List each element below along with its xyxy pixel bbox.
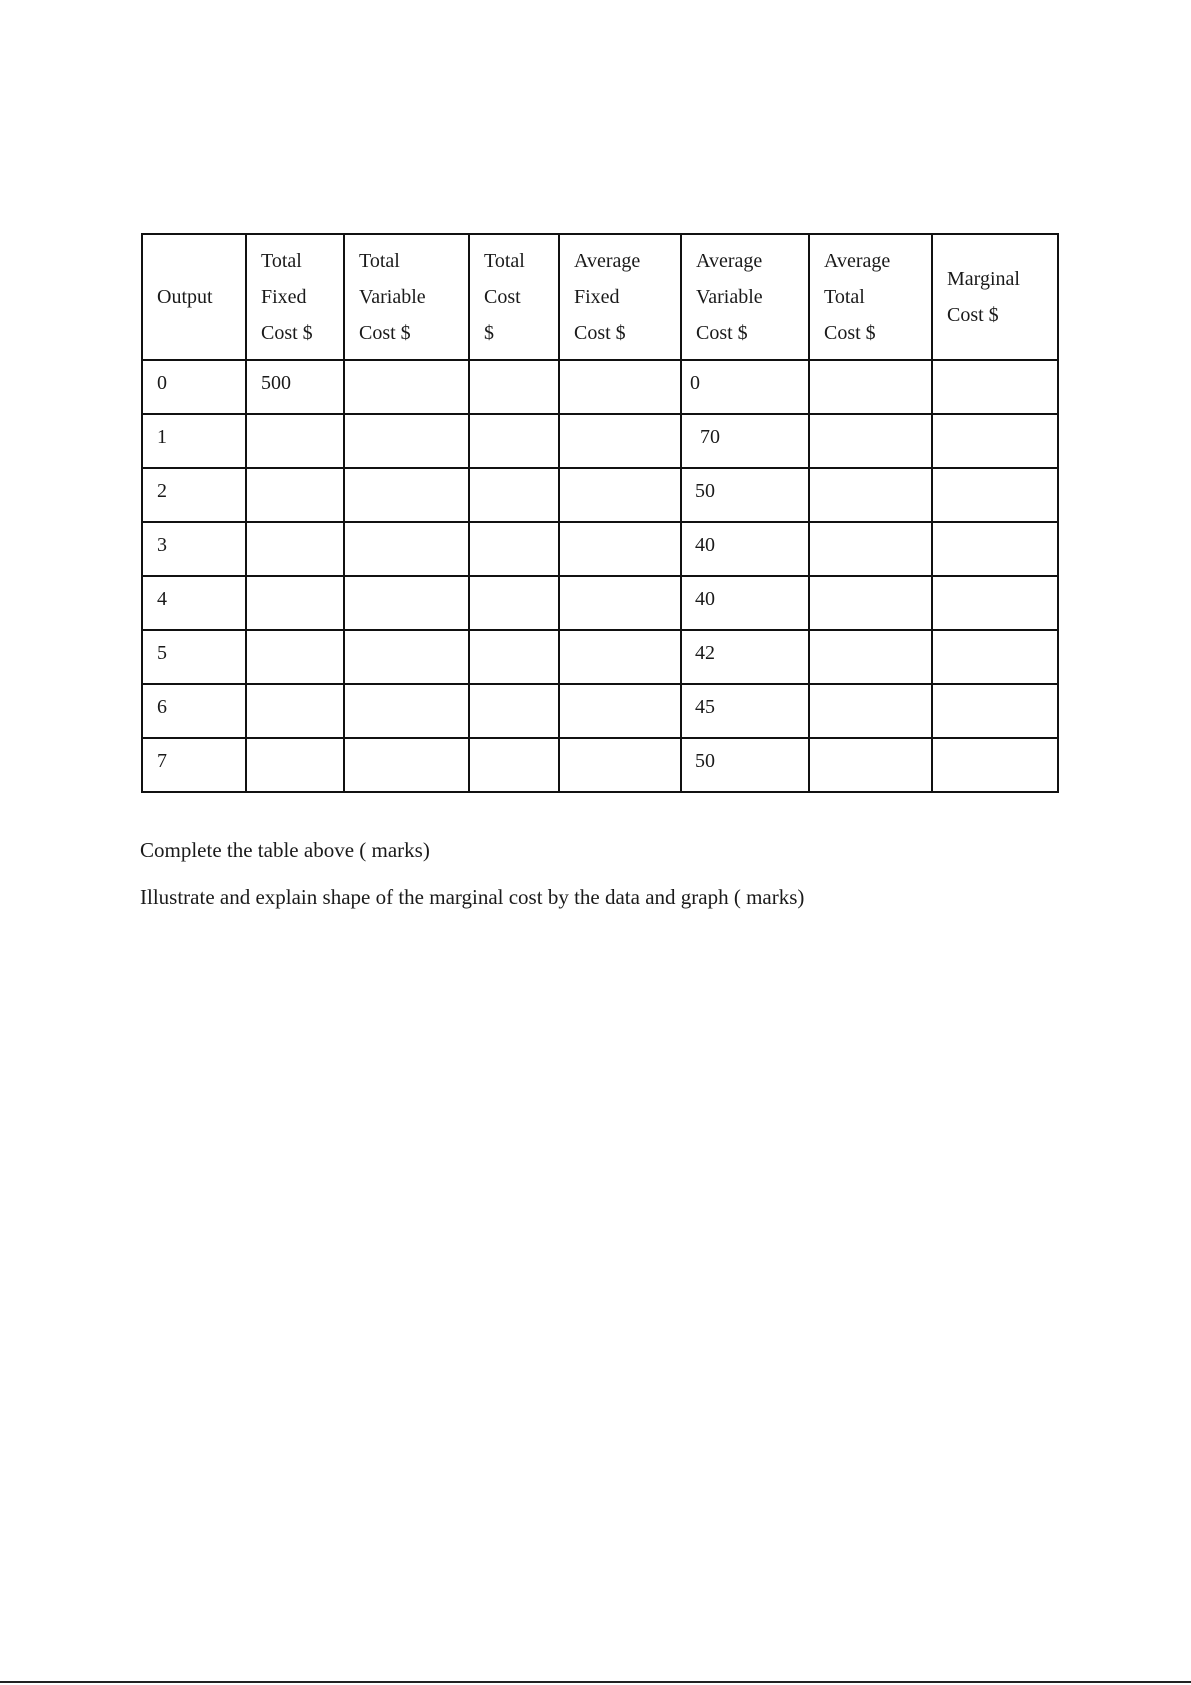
cell-total-cost [469, 468, 559, 522]
cell-total-variable-cost [344, 360, 469, 414]
cell-total-cost [469, 576, 559, 630]
cell-value [810, 631, 931, 665]
cell-total-cost [469, 522, 559, 576]
cell-output [142, 468, 246, 522]
cell-value: 40 [695, 588, 715, 610]
cell-value [933, 685, 1057, 719]
table-row [142, 414, 1058, 468]
cell-value [933, 415, 1057, 449]
cell-output [142, 360, 246, 414]
cell-value: 45 [695, 696, 715, 718]
cell-value [560, 361, 680, 395]
cell-average-total-cost [809, 576, 932, 630]
cell-value: 50 [695, 480, 715, 502]
cell-average-total-cost [809, 360, 932, 414]
cell-value: 6 [157, 696, 167, 718]
header-marginal-cost [932, 234, 1058, 360]
cell-average-total-cost [809, 468, 932, 522]
header-output [142, 234, 246, 360]
cell-average-total-cost [809, 522, 932, 576]
cell-value [810, 685, 931, 719]
header-line: Average [696, 250, 763, 272]
cell-average-fixed-cost [559, 414, 681, 468]
cell-marginal-cost [932, 684, 1058, 738]
cell-value [247, 415, 343, 449]
header-total-cost [469, 234, 559, 360]
cell-average-variable-cost [681, 576, 809, 630]
header-line: Total [824, 286, 865, 308]
cell-total-fixed-cost [246, 684, 344, 738]
cell-value [247, 523, 343, 557]
cell-value [560, 523, 680, 557]
cell-total-variable-cost [344, 468, 469, 522]
cell-value [933, 523, 1057, 557]
cell-value: 2 [157, 480, 167, 502]
instruction-illustrate-marginal-cost: Illustrate and explain shape of the marginal cost by the data and graph ( marks) [140, 885, 805, 909]
cell-total-variable-cost [344, 630, 469, 684]
table-row [142, 522, 1058, 576]
cell-marginal-cost [932, 576, 1058, 630]
cell-total-fixed-cost [246, 414, 344, 468]
page-bottom-rule [0, 1681, 1191, 1683]
cell-average-total-cost [809, 738, 932, 792]
cell-average-total-cost [809, 630, 932, 684]
cell-total-variable-cost [344, 684, 469, 738]
cell-value: 50 [695, 750, 715, 772]
cell-value: 0 [157, 372, 167, 394]
cell-marginal-cost [932, 414, 1058, 468]
header-row [142, 234, 1058, 360]
cell-value [345, 415, 468, 449]
header-line: Cost $ [261, 322, 313, 344]
cell-value [345, 631, 468, 665]
cell-total-variable-cost [344, 522, 469, 576]
cell-total-fixed-cost [246, 630, 344, 684]
cell-average-variable-cost [681, 360, 809, 414]
cell-value [470, 631, 558, 665]
header-line: Cost $ [574, 322, 626, 344]
cell-value [560, 631, 680, 665]
cell-marginal-cost [932, 522, 1058, 576]
header-average-fixed-cost [559, 234, 681, 360]
cell-output [142, 684, 246, 738]
cell-value: 500 [261, 372, 291, 394]
header-average-total-cost [809, 234, 932, 360]
cell-value [345, 685, 468, 719]
cell-total-fixed-cost [246, 738, 344, 792]
cell-average-variable-cost [681, 684, 809, 738]
header-output-label: Output [157, 286, 213, 308]
header-line: Total [484, 250, 525, 272]
cell-output [142, 630, 246, 684]
cell-output [142, 576, 246, 630]
table-row [142, 684, 1058, 738]
cell-marginal-cost [932, 360, 1058, 414]
cell-value: 40 [695, 534, 715, 556]
cell-value: 70 [695, 426, 720, 448]
header-total-fixed-cost [246, 234, 344, 360]
cell-output [142, 414, 246, 468]
cell-total-cost [469, 360, 559, 414]
cell-value: 1 [157, 426, 167, 448]
cell-value [345, 577, 468, 611]
cell-value [247, 739, 343, 773]
cell-value: 7 [157, 750, 167, 772]
cell-value [933, 739, 1057, 773]
cell-average-total-cost [809, 414, 932, 468]
cell-value [810, 523, 931, 557]
cell-average-variable-cost [681, 468, 809, 522]
cell-value [810, 361, 931, 395]
cell-value: 3 [157, 534, 167, 556]
cell-value [345, 469, 468, 503]
cell-total-fixed-cost [246, 360, 344, 414]
cell-value [470, 685, 558, 719]
header-line: Fixed [574, 286, 620, 308]
header-line: Variable [359, 286, 426, 308]
cell-total-fixed-cost [246, 468, 344, 522]
cell-value [247, 631, 343, 665]
header-average-variable-cost [681, 234, 809, 360]
cell-value: 5 [157, 642, 167, 664]
cell-average-variable-cost [681, 522, 809, 576]
table-row [142, 576, 1058, 630]
cell-total-variable-cost [344, 738, 469, 792]
header-line: Cost [484, 286, 521, 308]
cell-value [933, 469, 1057, 503]
cell-value [560, 685, 680, 719]
cell-value [933, 577, 1057, 611]
cell-average-variable-cost [681, 738, 809, 792]
cell-average-fixed-cost [559, 576, 681, 630]
table-row [142, 360, 1058, 414]
cell-value [810, 469, 931, 503]
cell-value [345, 523, 468, 557]
cell-value [345, 361, 468, 395]
cell-value [933, 361, 1057, 395]
cell-average-fixed-cost [559, 738, 681, 792]
cell-total-cost [469, 684, 559, 738]
cell-average-fixed-cost [559, 522, 681, 576]
cell-value [247, 685, 343, 719]
cell-average-fixed-cost [559, 360, 681, 414]
header-line: $ [484, 322, 494, 344]
header-line: Cost $ [696, 322, 748, 344]
cell-value [247, 577, 343, 611]
header-line: Total [261, 250, 302, 272]
header-line: Cost $ [824, 322, 876, 344]
cell-value [470, 361, 558, 395]
cell-value [810, 739, 931, 773]
header-line: Total [359, 250, 400, 272]
cell-value [470, 739, 558, 773]
header-total-variable-cost [344, 234, 469, 360]
cell-value [345, 739, 468, 773]
cell-output [142, 738, 246, 792]
cell-value [810, 577, 931, 611]
cell-value [810, 415, 931, 449]
header-line: Variable [696, 286, 763, 308]
cell-value [247, 469, 343, 503]
header-line: Marginal [947, 268, 1020, 290]
cell-average-fixed-cost [559, 468, 681, 522]
cell-total-fixed-cost [246, 576, 344, 630]
cell-value [560, 469, 680, 503]
header-line: Average [824, 250, 891, 272]
cell-average-variable-cost [681, 414, 809, 468]
header-line: Average [574, 250, 641, 272]
cell-value [470, 469, 558, 503]
table-row [142, 738, 1058, 792]
cell-average-fixed-cost [559, 630, 681, 684]
cell-value [470, 415, 558, 449]
cost-table [141, 233, 1059, 793]
cell-value: 42 [695, 642, 715, 664]
cell-value [560, 415, 680, 449]
instruction-complete-table: Complete the table above ( marks) [140, 838, 430, 862]
table-row [142, 468, 1058, 522]
cell-marginal-cost [932, 738, 1058, 792]
cell-total-cost [469, 738, 559, 792]
header-line: Cost $ [359, 322, 411, 344]
header-line: Cost $ [947, 304, 999, 326]
cell-value [470, 523, 558, 557]
cell-total-cost [469, 630, 559, 684]
cell-value [933, 631, 1057, 665]
cell-value [560, 577, 680, 611]
cell-value [470, 577, 558, 611]
table-row [142, 630, 1058, 684]
cell-total-fixed-cost [246, 522, 344, 576]
cell-value: 4 [157, 588, 167, 610]
cell-marginal-cost [932, 468, 1058, 522]
cell-average-total-cost [809, 684, 932, 738]
cell-value [560, 739, 680, 773]
cell-output [142, 522, 246, 576]
cell-total-variable-cost [344, 576, 469, 630]
cell-average-fixed-cost [559, 684, 681, 738]
cell-total-variable-cost [344, 414, 469, 468]
cell-marginal-cost [932, 630, 1058, 684]
header-line: Fixed [261, 286, 307, 308]
cell-average-variable-cost [681, 630, 809, 684]
cell-total-cost [469, 414, 559, 468]
cell-value: 0 [690, 372, 700, 394]
